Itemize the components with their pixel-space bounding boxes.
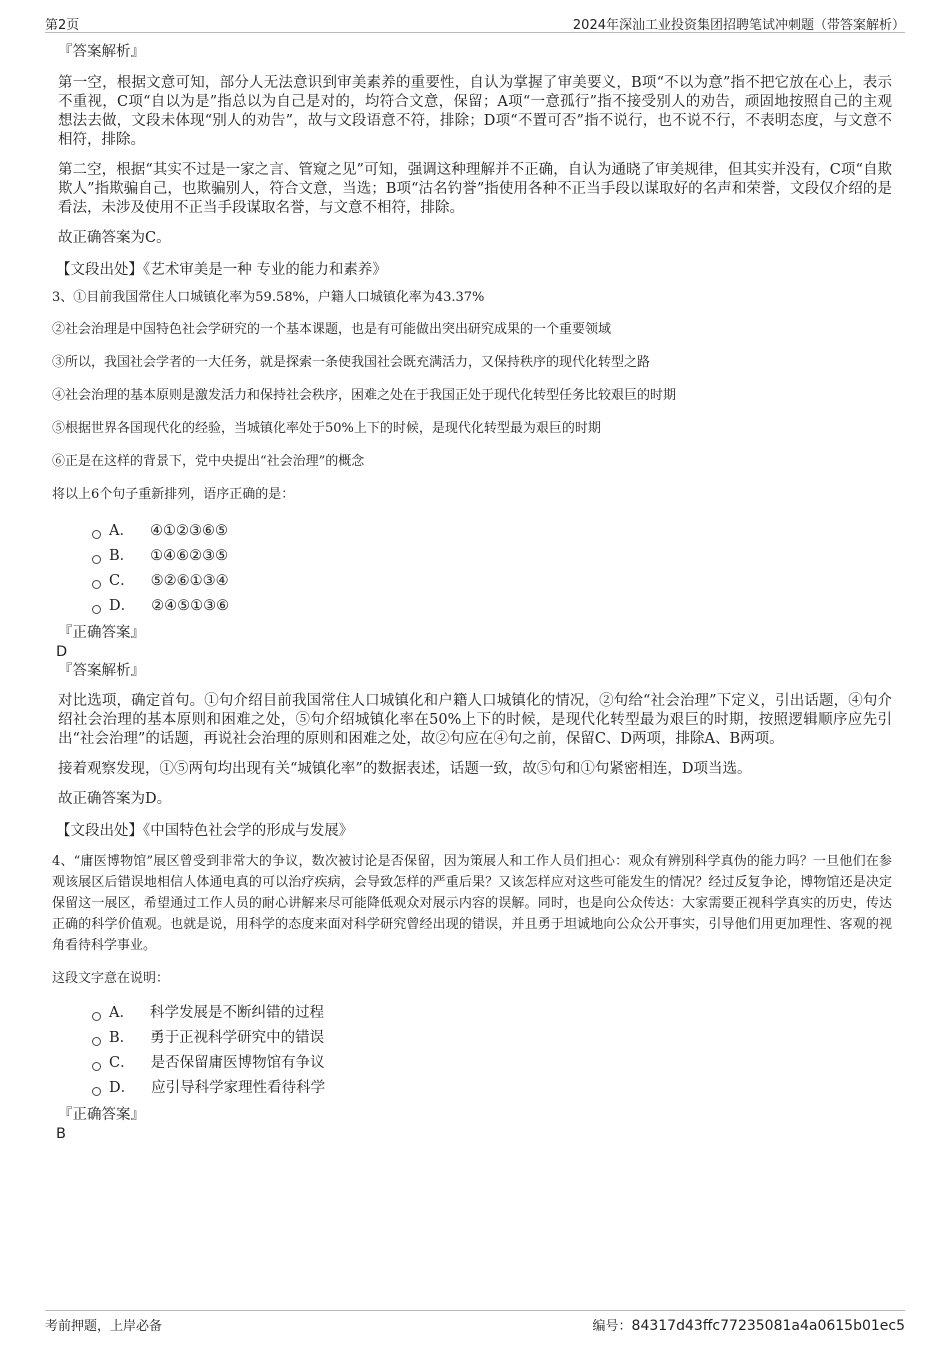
radio-icon[interactable]	[92, 1012, 101, 1021]
option-letter: B．	[109, 1030, 135, 1046]
option-d[interactable]	[92, 594, 892, 619]
page-number: 第2页	[45, 18, 80, 33]
footer-slogan: 考前押题，上岸必备	[45, 1319, 163, 1334]
sentence-line: 3、①目前我国常住人口城镇化率为59.58%，户籍人口城镇化率为43.37%	[52, 290, 485, 305]
option-text: 科学发展是不断纠错的过程	[149, 1005, 324, 1021]
question-stem: 4、“庸医博物馆”展区曾受到非常大的争议，数次被讨论是否保留，因为策展人和工作人员们担心：观众有辨别科学真伪的能力吗？一旦他们在参观该展区后错误地相信人体通电真的可以治疗疾病，会导致怎样的严重后果？又该怎样应对这些可能发生的情况？经过反复争论，博物馆还是决定保留这一展区，希望通过工作人员的耐心讲解来尽可能降低观众对展示内容的误解。同时，也是向公众传达：大家需要正视科学真实的历史，传达正确的科学价值观。也就是说，用科学的态度来面对科学研究曾经出现的错误，并且勇于坦诚地向公众公开事实，引导他们用更加理性、客观的视角看待科学事业。	[52, 854, 892, 953]
option-letter: A．	[109, 1005, 134, 1021]
radio-icon[interactable]	[92, 580, 101, 589]
document-title: 2024年深汕工业投资集团招聘笔试冲刺题（带答案解析）	[572, 18, 905, 33]
radio-icon[interactable]	[92, 555, 101, 564]
source-citation: 【文段出处】《艺术审美是一种 专业的能力和素养》	[56, 262, 387, 278]
option-letter: B．	[109, 548, 135, 564]
code-label: 编号：	[592, 1319, 632, 1334]
conclusion: 故正确答案为C。	[58, 230, 171, 246]
code-value: 84317d43ffc77235081a4a0615b01ec5	[631, 1318, 905, 1334]
radio-icon[interactable]	[92, 605, 101, 614]
sentence-line: ④社会治理的基本原则是激发活力和保持社会秩序，困难之处在于我国正处于现代化转型任务比较艰巨的时期	[52, 388, 677, 403]
option-b[interactable]	[92, 544, 892, 569]
analysis-paragraph: 第二空，根据“其实不过是一家之言、管窥之见”可知，强调这种理解并不正确，自认为通晓了审美规律，但其实并没有，C项“自欺欺人”指欺骗自己，也欺骗别人，符合文意，当选；B项“沽名钓誉”指使用各种不正当手段以谋取好的名声和荣誉，文段仅介绍的是看法，未涉及使用不正当手段谋取名誉，与文意不相符，排除。	[58, 162, 892, 216]
question-prompt: 将以上6个句子重新排列，语序正确的是：	[52, 487, 295, 502]
option-text: ④①②③⑥⑤	[149, 523, 228, 539]
options-list	[92, 519, 892, 619]
page-content	[52, 42, 892, 1143]
option-c[interactable]	[92, 569, 892, 594]
option-d[interactable]	[92, 1076, 892, 1101]
sentence-line: ⑤根据世界各国现代化的经验，当城镇化率处于50%上下的时候，是现代化转型最为艰巨的时期	[52, 421, 601, 436]
option-text: ②④⑤①③⑥	[151, 598, 230, 614]
radio-icon[interactable]	[92, 1087, 101, 1096]
options-list	[92, 1001, 892, 1101]
analysis-paragraph: 第一空，根据文意可知，部分人无法意识到审美素养的重要性，自认为掌握了审美要义，B项“不以为意”指不把它放在心上，表示不重视，C项“自以为是”指总以为自己是对的，均符合文意，保留；A项“一意孤行”指不接受别人的劝告，顽固地按照自己的主观想法去做，文段未体现“别人的劝告”，故与文段语意不符，排除；D项“不置可否”指不说行，也不说不行，不表明态度，与文意不相符，排除。	[58, 75, 892, 148]
page-header	[45, 12, 905, 33]
sentence-line: ⑥正是在这样的背景下，党中央提出“社会治理”的概念	[52, 454, 365, 469]
document-code	[593, 1315, 905, 1334]
analysis-label: 『答案解析』	[58, 663, 145, 679]
source-citation: 【文段出处】《中国特色社会学的形成与发展》	[56, 823, 354, 839]
analysis-paragraph: 接着观察发现，①⑤两句均出现有关“城镇化率”的数据表述，话题一致，故⑤句和①句紧密相连，D项当选。	[58, 761, 752, 777]
question-prompt: 这段文字意在说明：	[52, 971, 170, 986]
conclusion: 故正确答案为D。	[58, 791, 172, 807]
option-c[interactable]	[92, 1051, 892, 1076]
page-footer	[45, 1310, 905, 1333]
option-text: ①④⑥②③⑤	[150, 548, 229, 564]
radio-icon[interactable]	[92, 1037, 101, 1046]
option-text: ⑤②⑥①③④	[150, 573, 229, 589]
option-letter: D．	[109, 1080, 136, 1096]
analysis-label: 『答案解析』	[58, 44, 145, 60]
answer-label: 『正确答案』	[58, 625, 145, 641]
sentence-line: ②社会治理是中国特色社会学研究的一个基本课题，也是有可能做出突出研究成果的一个重要领域	[52, 322, 612, 337]
option-letter: C．	[109, 1055, 135, 1071]
answer-label: 『正确答案』	[58, 1107, 145, 1123]
option-text: 勇于正视科学研究中的错误	[150, 1030, 325, 1046]
option-b[interactable]	[92, 1026, 892, 1051]
option-letter: C．	[109, 573, 135, 589]
option-text: 应引导科学家理性看待科学	[151, 1080, 326, 1096]
radio-icon[interactable]	[92, 530, 101, 539]
option-a[interactable]	[92, 1001, 892, 1026]
sentence-line: ③所以，我国社会学者的一大任务，就是探索一条使我国社会既充满活力，又保持秩序的现代化转型之路	[52, 355, 651, 370]
radio-icon[interactable]	[92, 1062, 101, 1071]
correct-answer: D	[56, 644, 68, 660]
option-a[interactable]	[92, 519, 892, 544]
analysis-paragraph: 对比选项，确定首句。①句介绍目前我国常住人口城镇化和户籍人口城镇化的情况，②句给“社会治理”下定义，引出话题，④句介绍社会治理的基本原则和困难之处，⑤句介绍城镇化率在50%上下的时候，是现代化转型最为艰巨的时期，按照逻辑顺序应先引出“社会治理”的话题，再说社会治理的原则和困难之处，故②句应在④句之前，保留C、D两项，排除A、B两项。	[58, 693, 892, 747]
correct-answer: B	[56, 1126, 66, 1142]
option-text: 是否保留庸医博物馆有争议	[150, 1055, 325, 1071]
option-letter: D．	[109, 598, 136, 614]
option-letter: A．	[109, 523, 134, 539]
question-4	[52, 851, 892, 1101]
question-3	[52, 288, 892, 619]
